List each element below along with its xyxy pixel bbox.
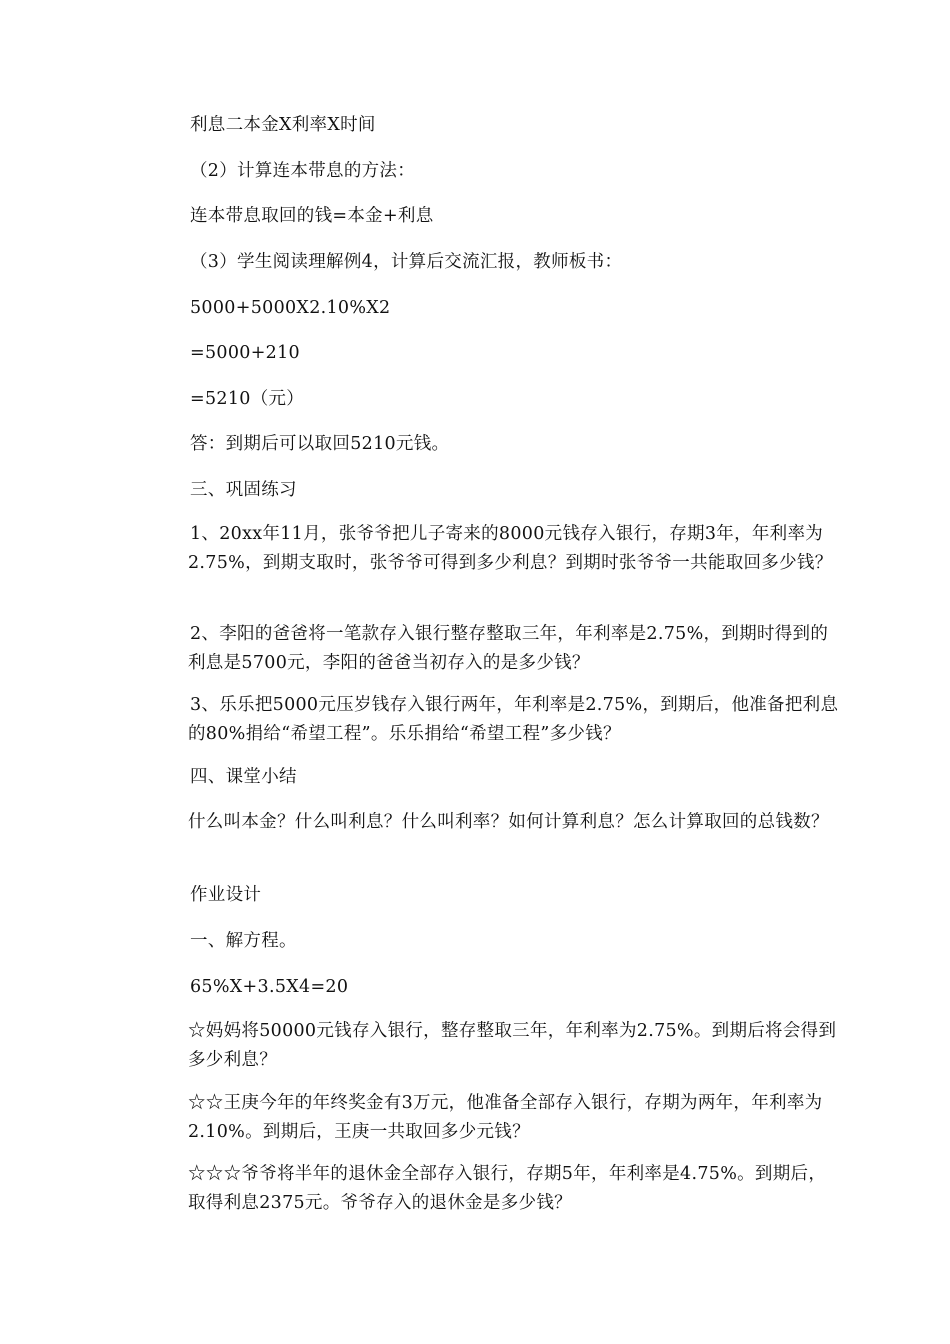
one-star-exercise: ☆妈妈将50000元钱存入银行，整存整取三年，年利率为2.75%。到期后将会得到多少利息？: [188, 1021, 837, 1070]
exercise-2-text: 2、李阳的爸爸将一笔款存入银行整存整取三年，年利率是2.75%，到期时得到的利息是5700元，李阳的爸爸当初存入的是多少钱？: [188, 624, 829, 673]
exercise-2: [188, 620, 840, 678]
calc-step-1: 5000+5000X2.10%X2: [190, 298, 391, 318]
formula-interest: 利息二本金X利率X时间: [190, 115, 376, 135]
equation-text: 65%X+3.5X4=20: [190, 977, 349, 997]
section-summary-heading: 四、课堂小结: [190, 767, 297, 787]
total-formula: 连本带息取回的钱=本金+利息: [190, 206, 434, 226]
exercise-3-text: 3、乐乐把5000元压岁钱存入银行两年，年利率是2.75%，到期后，他准备把利息的80%捐给“希望工程”。乐乐捐给“希望工程”多少钱？: [188, 695, 839, 744]
calc-step-2: =5000+210: [190, 343, 300, 363]
exercise-1: [188, 520, 840, 578]
example-4-text: （3）学生阅读理解例4，计算后交流汇报，教师板书：: [190, 252, 623, 272]
summary-text: 什么叫本金？什么叫利息？什么叫利率？如何计算利息？怎么计算取回的总钱数？: [188, 812, 829, 832]
two-star-exercise: ☆☆王庚今年的年终奖金有3万元，他准备全部存入银行，存期为两年，年利率为2.10%。到期后，王庚一共取回多少元钱？: [188, 1093, 823, 1142]
answer-text: 答：到期后可以取回5210元钱。: [190, 434, 450, 454]
three-star-exercise: ☆☆☆爷爷将半年的退休金全部存入银行，存期5年，年利率是4.75%。到期后，取得利息2375元。爷爷存入的退休金是多少钱？: [188, 1164, 827, 1213]
homework-part-1-heading: 一、解方程。: [190, 931, 297, 951]
exercise-1-text: 1、20xx年11月，张爷爷把儿子寄来的8000元钱存入银行，存期3年，年利率为2.75%，到期支取时，张爷爷可得到多少利息？到期时张爷爷一共能取回多少钱？: [188, 524, 833, 573]
method-total-heading: （2）计算连本带息的方法：: [190, 161, 416, 181]
section-practice-heading: 三、巩固练习: [190, 480, 297, 500]
calc-step-3: =5210（元）: [190, 389, 305, 409]
homework-heading: 作业设计: [190, 885, 262, 905]
exercise-3: [188, 691, 840, 749]
